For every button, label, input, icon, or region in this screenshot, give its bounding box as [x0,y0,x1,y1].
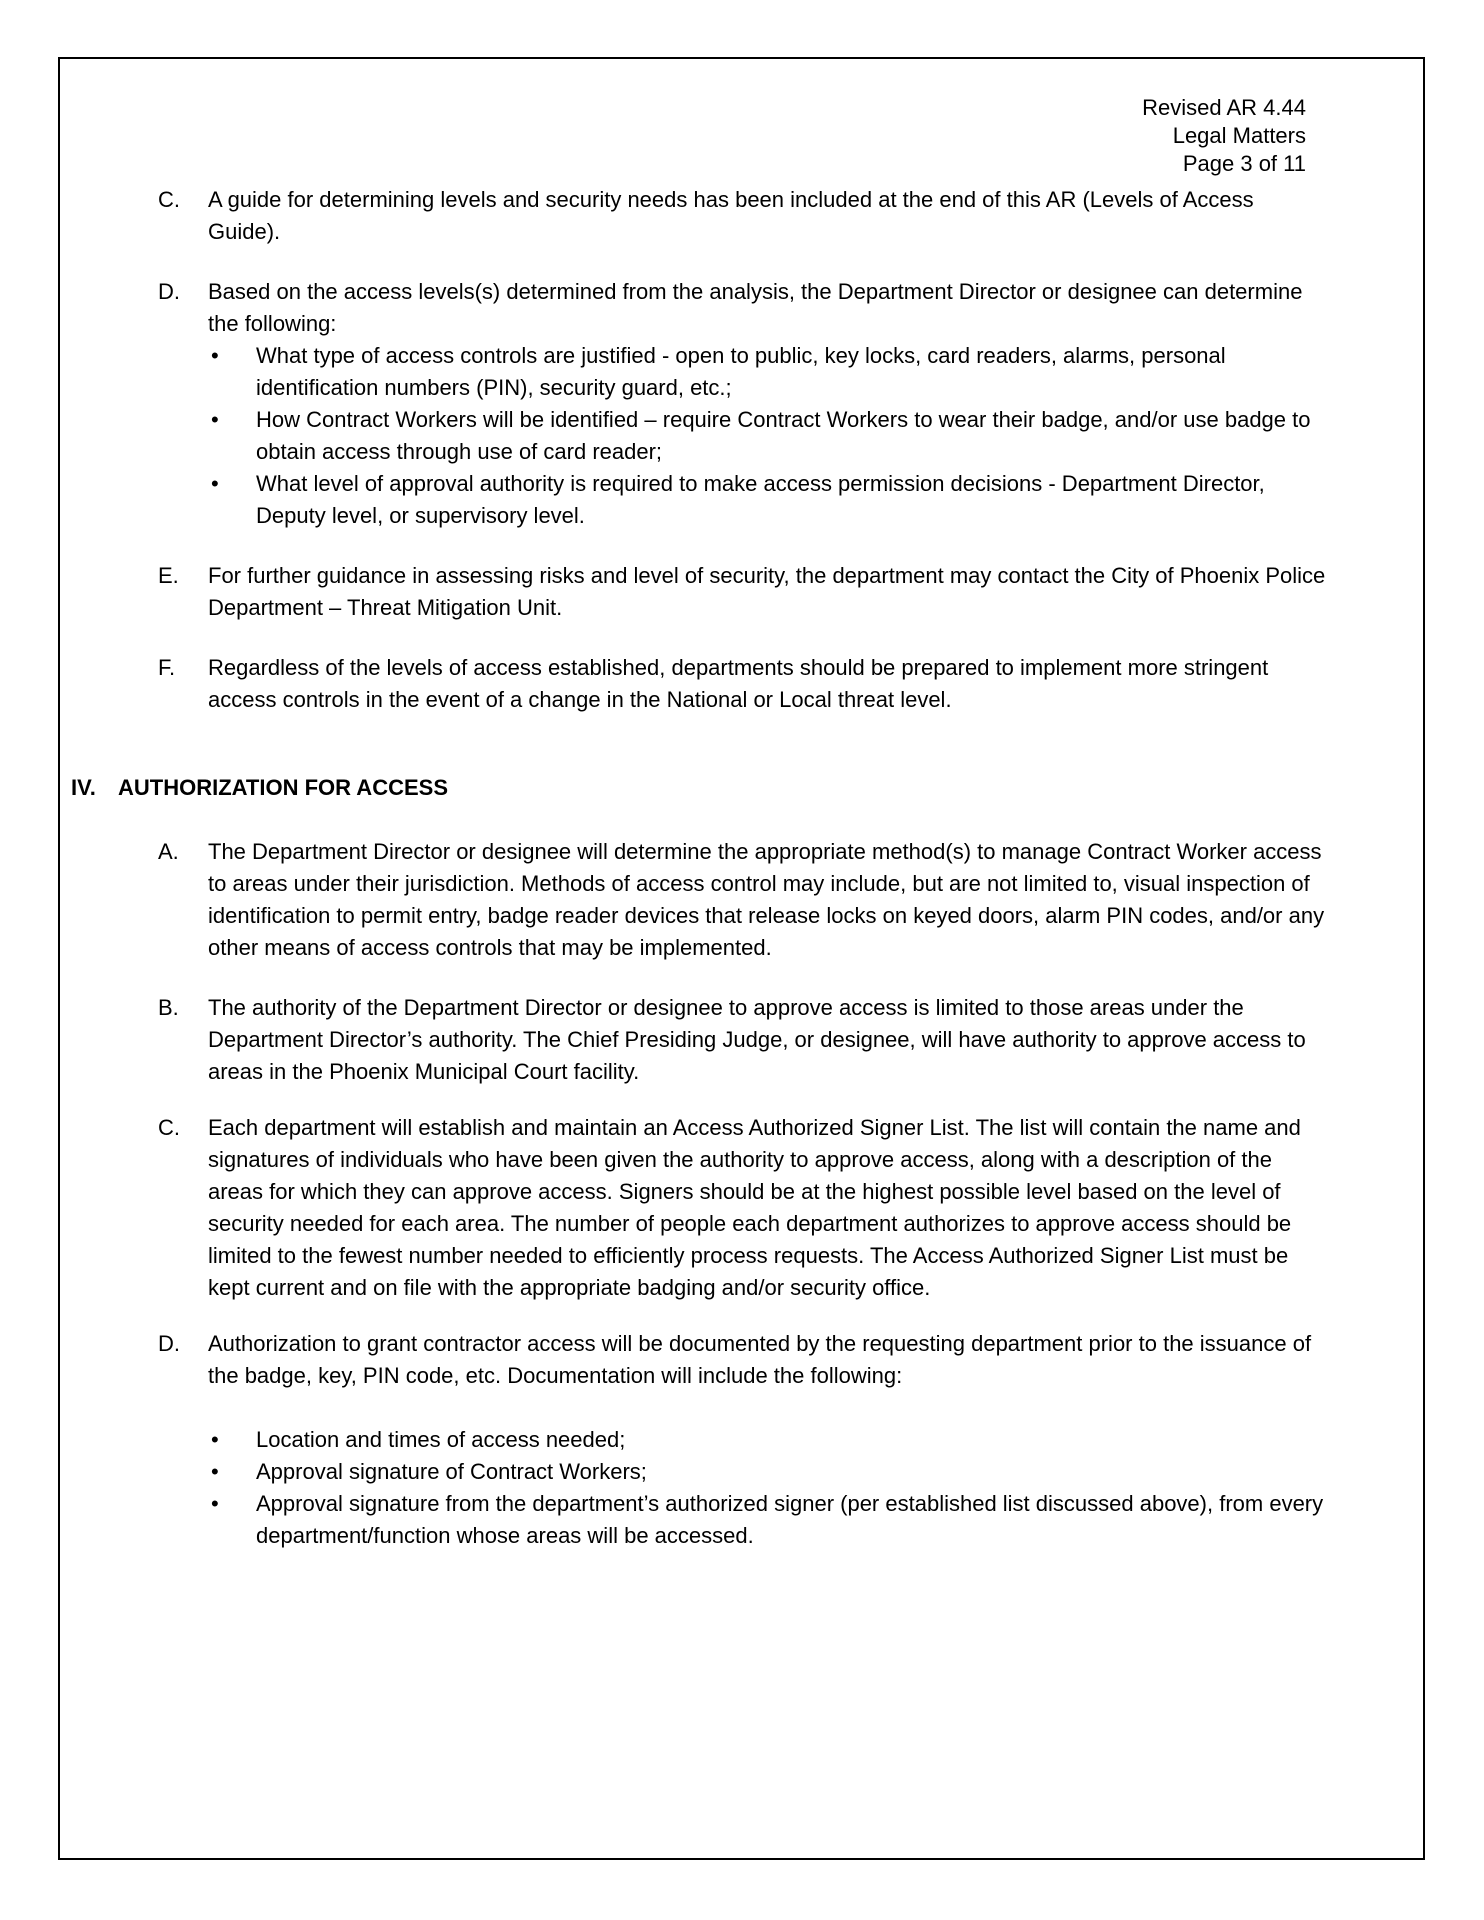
bullet-item [208,404,1328,468]
item-letter: B. [158,995,179,1020]
item-text: Authorization to grant contractor access will be documented by the requesting department prior to the issuance of the badge, key, PIN code, etc. Documentation will include the following: [208,1331,1312,1388]
header-line-page-number: Page 3 of 11 [1182,151,1306,176]
item-text: The authority of the Department Director or designee to approve access is limited to those areas under the Department Director’s authority. The Chief Presiding Judge, or designee, will have authority to approve access to areas in the Phoenix Municipal Court facility. [208,995,1306,1084]
list-item-c [158,184,1328,248]
item-letter: F. [158,655,176,680]
bullet-icon: • [211,471,219,496]
item-text: Each department will establish and maintain an Access Authorized Signer List. The list will contain the name and signatures of individuals who have been given the authority to approve access, along with a description of the areas for which they can approve access. Signers should be at the highest possible level based on the level of security needed for each area. The number of people each department authorizes to approve access should be limited to the fewest number needed to efficiently process requests. The Access Authorized Signer List must be kept current and on file with the appropriate badging and/or security office. [208,1115,1301,1300]
bullet-icon: • [211,1427,219,1452]
header-line-subject: Legal Matters [1172,123,1306,148]
bullet-item [208,1456,1328,1488]
item-letter: D. [158,1331,180,1356]
list-item-b [158,992,1328,1088]
bullet-icon: • [211,407,219,432]
list-item-d [158,276,1328,532]
bullet-text: Approval signature of Contract Workers; [256,1459,647,1484]
item-text: A guide for determining levels and security needs has been included at the end of this AR (Levels of Access Guide). [208,187,1254,244]
bullet-text: Location and times of access needed; [256,1427,626,1452]
page-header [60,94,1423,178]
list-item-a [158,836,1328,964]
section-title: AUTHORIZATION FOR ACCESS [118,775,448,800]
bullet-item [208,340,1328,404]
bullet-item [208,1488,1328,1552]
item-letter: C. [158,1115,180,1140]
section-heading [71,772,1423,804]
list-item-d2 [158,1328,1328,1552]
list-item-f [158,652,1328,716]
bullet-text: What type of access controls are justified - open to public, key locks, card readers, alarms, personal identification numbers (PIN), security guard, etc.; [256,343,1226,400]
item-text: Based on the access levels(s) determined from the analysis, the Department Director or designee can determine the following: [208,279,1303,336]
bullet-item [208,468,1328,532]
bullet-list [208,340,1328,532]
bullet-text: What level of approval authority is required to make access permission decisions - Department Director, Deputy level, or supervisory level. [256,471,1265,528]
item-letter: D. [158,279,180,304]
bullet-text: Approval signature from the department’s authorized signer (per established list discussed above), from every department/function whose areas will be accessed. [256,1491,1324,1548]
item-letter: A. [158,839,179,864]
page-frame [58,57,1425,1860]
bullet-icon: • [211,1459,219,1484]
bullet-item [208,1424,1328,1456]
bullet-text: How Contract Workers will be identified – require Contract Workers to wear their badge, and/or use badge to obtain access through use of card reader; [256,407,1311,464]
item-letter: E. [158,563,179,588]
item-letter: C. [158,187,180,212]
list-item-c2 [158,1112,1328,1304]
item-text: The Department Director or designee will determine the appropriate method(s) to manage Contract Worker access to areas under their jurisdiction. Methods of access control may include, but are not limited to, visual inspection of identification to permit entry, badge reader devices that release locks on keyed doors, alarm PIN codes, and/or any other means of access controls that may be implemented. [208,839,1325,960]
list-item-e [158,560,1328,624]
item-text: Regardless of the levels of access established, departments should be prepared to implement more stringent access controls in the event of a change in the National or Local threat level. [208,655,1269,712]
bullet-icon: • [211,1491,219,1516]
bullet-list [208,1424,1328,1552]
header-line-revision: Revised AR 4.44 [1142,95,1306,120]
section-numeral: IV. [71,775,96,800]
item-text: For further guidance in assessing risks and level of security, the department may contact the City of Phoenix Police Department – Threat Mitigation Unit. [208,563,1326,620]
bullet-icon: • [211,343,219,368]
